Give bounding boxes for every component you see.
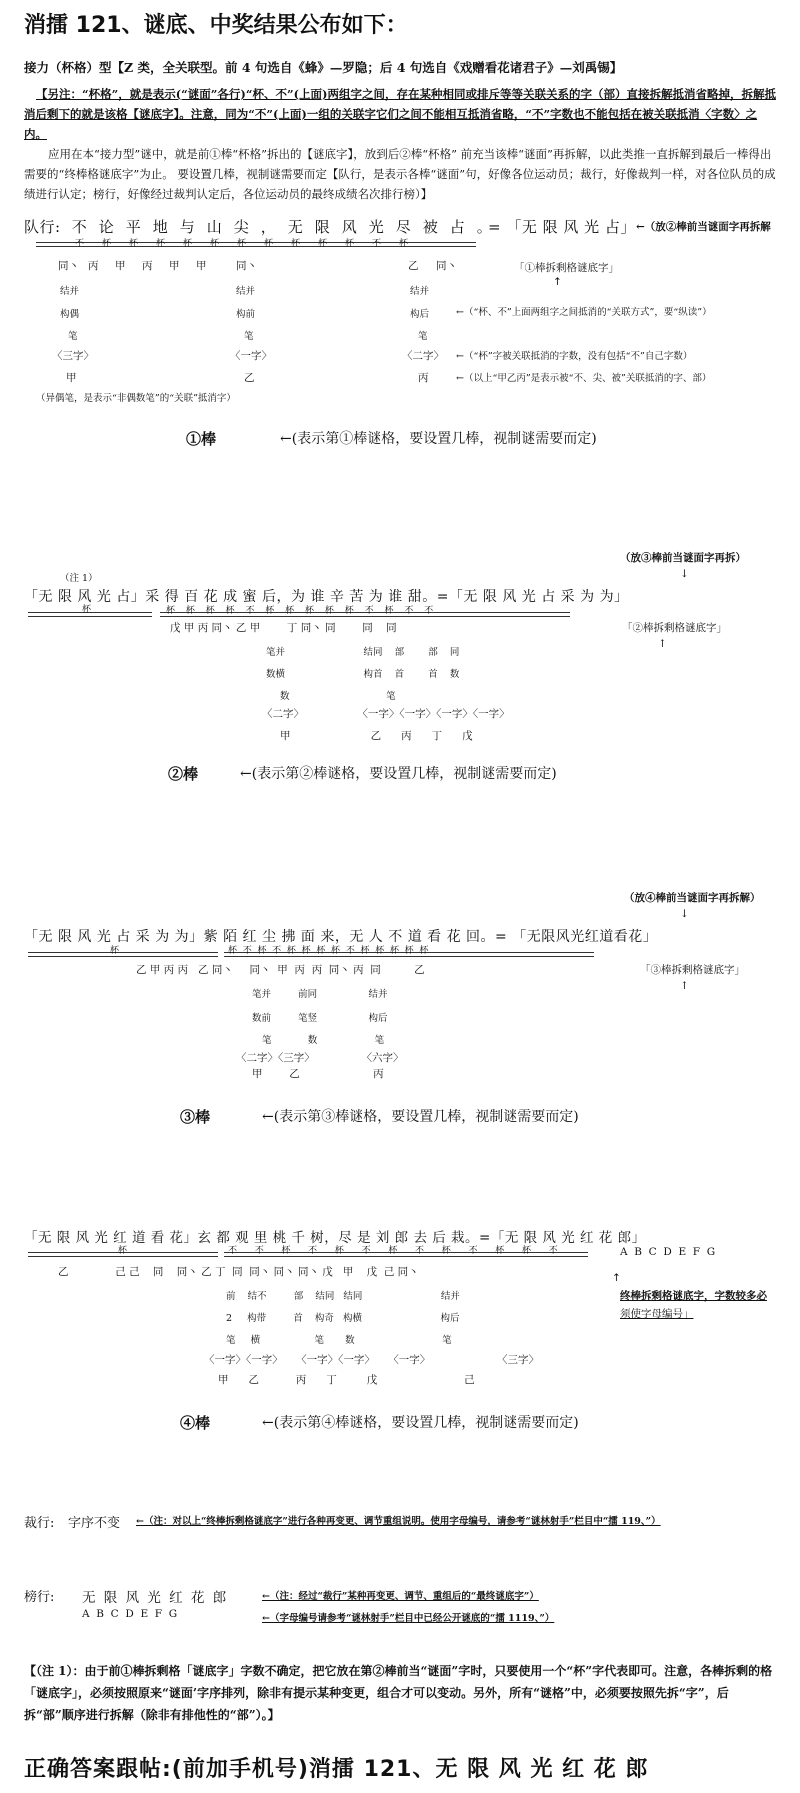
bang3-labels: 甲 乙 丙 xyxy=(252,1068,384,1080)
bang4-r2: 2 构带 首 构奇 构横 构后 xyxy=(226,1313,460,1324)
bang1-char: 占 xyxy=(449,218,466,236)
bang1-riddle-line xyxy=(66,216,498,237)
bang2-caption-number: ②棒 xyxy=(168,765,199,783)
bang1-item: 丙 xyxy=(142,260,153,272)
bang1-g3-r2: 构后 xyxy=(410,309,430,320)
bang2-counts: 〈二字〉 〈一字〉〈一字〉〈一字〉〈一字〉 xyxy=(262,708,510,720)
bang1-item: 同丶 xyxy=(436,260,457,272)
bang1-cup-row xyxy=(66,236,417,249)
bang2-down-arrow: ↓ xyxy=(680,568,689,580)
bang3-r2: 数前 笔竖 构后 xyxy=(252,1013,388,1024)
bang3-underline-main xyxy=(28,952,218,957)
bang2-r2: 数横 构首 首 首 数 xyxy=(266,669,460,680)
bang2-cup-row: 杯 杯 杯 杯 不 杯 杯 杯 杯 杯 不 杯 不 不 xyxy=(166,606,434,616)
bang2-labels: 甲 乙 丙 丁 戊 xyxy=(280,730,473,742)
bang1-item: 同丶 xyxy=(58,260,79,272)
bang2-caption: ←(表示第②棒谜格，要设置几棒，视制谜需要而定) xyxy=(240,766,557,782)
bang1-label-1: 甲 xyxy=(66,372,77,384)
bang3-r3: 笔 数 笔 xyxy=(262,1035,385,1046)
bang1-char: 不 xyxy=(71,218,88,236)
bang1-g1-r1: 结并 xyxy=(60,286,80,297)
bang2-up-arrow: ↑ xyxy=(658,638,667,650)
footnote: 【（注 1）：由于前①棒拆剩格「谜底字」字数不确定，把它放在第②棒前当“谜面”字时，只要使用一个“杯”字代表即可。注意，各棒拆剩的格「谜底字」，必须按照原来“谜面’字序排列，除非有提示某种变更，组合才可以变动。另外，所有“谜格”中，必须要按照先拆“字”，后拆“部”顺序进行拆解（除非有排他性的“部”）。】 xyxy=(24,1664,773,1722)
bang1-team-label: 队行: xyxy=(24,218,61,236)
bang1-g1-r3: 笔 xyxy=(68,331,78,342)
intro-explain: 应用在本“接力型”谜中，就是前①棒“杯格”拆出的【谜底字】，放到后②棒“杯格” 前充当该棒“谜面”再拆解，以此类推一直拆解到最后一棒得出需要的“终棒格谜底字”为止。 要设置几棒，视制谜需要而定【队行，是表示各棒“谜面”句，好像各位运动员；裁行，好像裁判一样，对各位队员的成绩进行认定；榜行，好像经过裁判认定后，各位运动员的最终成绩名次排行榜）】 xyxy=(24,147,776,201)
bang-note1: ←（注：经过“裁行”某种再变更、调节、重组后的“最终谜底字”） xyxy=(262,1591,539,1602)
bang1-g2-r1: 结并 xyxy=(236,286,256,297)
bang2-remain-box: 「②棒拆剩格谜底字」 xyxy=(622,622,727,634)
bang1-cup-mark: 杯 xyxy=(317,239,327,249)
bang1-cup-mark: 杯 xyxy=(101,239,111,249)
bang4-labels: 甲 乙 丙 丁 戊 己 xyxy=(218,1374,475,1386)
bang1-count-1: 〈三字〉 xyxy=(52,350,94,362)
bang1-g2-r3: 笔 xyxy=(244,331,254,342)
intro-header: 接力（杯格）型【Z 类，全关联型。前 4 句选自《蜂》—罗隐；后 4 句选自《戏赠看花诸君子》—刘禹锡】 xyxy=(24,60,623,75)
bang1-item: 乙 xyxy=(408,260,419,272)
bang1-g3-r1: 结并 xyxy=(410,286,430,297)
bang4-remain-2: 须使字母编号」 xyxy=(620,1308,694,1320)
bang2-items: 戊 甲 丙 同丶 乙 甲 丁 同丶 同 同 同 xyxy=(170,622,397,634)
bang3-r1: 笔并 前同 结并 xyxy=(252,989,388,1000)
bang1-char: 限 xyxy=(314,218,331,236)
final-answer: 正确答案跟帖:(前加手机号)消擂 121、无 限 风 光 红 花 郎 xyxy=(24,1757,649,1782)
bang1-char: 尖 xyxy=(233,218,250,236)
bang4-counts: 〈一字〉〈一字〉 〈一字〉〈一字〉 〈一字〉 〈三字〉 xyxy=(204,1354,539,1366)
bang1-char: 与 xyxy=(179,218,196,236)
bang1-result: = 「无 限 风 光 占」 xyxy=(488,218,636,236)
bang1-char: 被 xyxy=(422,218,439,236)
bang1-caption-number: ①棒 xyxy=(186,430,217,448)
bang1-count-3: 〈二字〉 xyxy=(402,350,444,362)
bang1-up-arrow: ↑ xyxy=(553,276,562,288)
cai-value: 字序不变 xyxy=(68,1516,121,1531)
bang1-cup-mark: 不 xyxy=(74,239,84,249)
bang1-cup-mark: 杯 xyxy=(263,239,273,249)
bang1-char: 论 xyxy=(98,218,115,236)
bang3-cup-main: 杯 xyxy=(110,946,120,956)
bang3-caption: ←(表示第③棒谜格，要设置几棒，视制谜需要而定) xyxy=(262,1109,579,1125)
bang4-items: 乙 己 己 同 同丶 乙 丁 同 同丶 同丶 同丶 戊 甲 戊 己 同丶 xyxy=(58,1266,419,1278)
bang1-cup-mark: 杯 xyxy=(128,239,138,249)
bang1-remain-box: 「①棒拆剩格谜底字」 xyxy=(514,262,619,274)
bang1-count-2: 〈一字〉 xyxy=(230,350,272,362)
bang3-up-arrow: ↑ xyxy=(680,980,689,992)
bang-label: 榜行: xyxy=(24,1590,55,1605)
bang4-riddle-line: 「无 限 风 光 红 道 看 花」玄 都 观 里 桃 千 树，尽 是 刘 郎 去 后 栽。=「无 限 风 光 红 花 郎」 xyxy=(24,1230,646,1246)
bang1-char: 风 xyxy=(341,218,358,236)
bang4-cup-row: 不 不 杯 不 杯 不 杯 不 杯 不 杯 杯 不 xyxy=(228,1246,558,1256)
cai-note: ←（注：对以上“终棒拆剩格谜底字”进行各种再变更、调节重组说明。使用字母编号，请参考“谜林射手”栏目中“擂 119、”） xyxy=(136,1516,661,1527)
bang1-g3-r3: 笔 xyxy=(418,331,428,342)
bang1-item: 同丶 xyxy=(236,260,257,272)
bang2-r3: 数 笔 xyxy=(280,691,396,702)
bang1-char: 光 xyxy=(368,218,385,236)
bang1-char: 平 xyxy=(125,218,142,236)
bang4-cup-main: 杯 xyxy=(118,1246,128,1256)
bang3-items: 乙 甲 丙 丙 乙 同丶 同丶 甲 丙 丙 同丶 丙 同 乙 xyxy=(136,964,425,976)
bang1-item: 丙 xyxy=(88,260,99,272)
bang1-cup-mark: 杯 xyxy=(209,239,219,249)
bang1-note-a: ←（“杯、不”上面两组字之间抵消的“关联方式”，要“纵读”） xyxy=(456,307,712,318)
bang4-remain-1: 终棒拆剩格谜底字，字数较多必 xyxy=(620,1290,767,1302)
bang1-cup-mark: 杯 xyxy=(398,239,408,249)
bang4-r3: 笔 横 笔 数 笔 xyxy=(226,1335,452,1346)
bang1-item: 甲 xyxy=(169,260,180,272)
bang-value: 无 限 风 光 红 花 郎 xyxy=(82,1590,229,1606)
bang4-caption-number: ④棒 xyxy=(180,1414,211,1432)
bang1-arrow-note: ←（放②棒前当谜面字再拆解 xyxy=(636,221,771,233)
bang1-char: 尽 xyxy=(395,218,412,236)
bang2-top-note: （放③棒前当谜面字再拆） xyxy=(620,552,746,564)
bang2-cup-main: 杯 xyxy=(82,605,92,615)
bang2-note1: （注 1） xyxy=(60,573,98,584)
bang1-char: ， xyxy=(260,218,277,236)
bang1-item: 甲 xyxy=(115,260,126,272)
bang1-cup-mark: 杯 xyxy=(236,239,246,249)
bang1-cup-mark: 杯 xyxy=(344,239,354,249)
bang1-char: 地 xyxy=(152,218,169,236)
bang1-label-2: 乙 xyxy=(244,372,255,384)
bang3-remain-box: 「③棒拆剩格谜底字」 xyxy=(640,964,745,976)
bang1-g1-r2: 构偶 xyxy=(60,309,80,320)
cai-label: 裁行: xyxy=(24,1516,55,1531)
bang1-cup-mark: 杯 xyxy=(182,239,192,249)
bang1-char: 山 xyxy=(206,218,223,236)
bang1-note-c: ←（以上“甲乙丙”是表示被“不、尖、被”关联抵消的字、部） xyxy=(456,373,712,384)
bang1-note-b: ←（“杯”字被关联抵消的字数，没有包括“不”自己字数） xyxy=(456,351,693,362)
bang3-caption-number: ③棒 xyxy=(180,1108,211,1126)
bang1-item: 甲 xyxy=(196,260,207,272)
bang1-cup-mark: 不 xyxy=(371,239,381,249)
bang1-char: 。 xyxy=(476,218,493,236)
bang-note2: ←（字母编号请参考“谜林射手”栏目中已经公开谜底的“擂 1119、”） xyxy=(262,1613,555,1624)
bang4-r1: 前 结不 部 结同 结同 结并 xyxy=(226,1291,460,1302)
bang1-char: 无 xyxy=(287,218,304,236)
bang4-up-arrow: ↑ xyxy=(612,1272,621,1284)
bang2-r1: 笔并 结同 部 部 同 xyxy=(266,647,460,658)
bang-letters: A B C D E F G xyxy=(82,1608,178,1620)
bang3-down-arrow: ↓ xyxy=(680,908,689,920)
bang4-caption: ←(表示第④棒谜格，要设置几棒，视制谜需要而定) xyxy=(262,1415,579,1431)
bang1-cup-mark: 杯 xyxy=(290,239,300,249)
bang3-riddle-line: 「无 限 风 光 占 采 为 为」紫 陌 红 尘 拂 面 来，无 人 不 道 看 花 回。= 「无限风光红道看花」 xyxy=(24,929,658,945)
bang1-label-3: 丙 xyxy=(418,372,429,384)
bang3-counts: 〈二字〉〈三字〉 〈六字〉 xyxy=(236,1052,404,1064)
bang4-letters: A B C D E F G xyxy=(620,1246,716,1258)
bang1-g2-r2: 构前 xyxy=(236,309,256,320)
bang1-caption: ←(表示第①棒谜格，要设置几棒，视制谜需要而定) xyxy=(280,431,597,447)
bang3-top-note: （放④棒前当谜面字再拆解） xyxy=(624,892,761,904)
bang2-riddle-line: 「无 限 风 光 占」采 得 百 花 成 蜜 后，为 谁 辛 苦 为 谁 甜。=「无 限 风 光 占 采 为 为」 xyxy=(24,589,629,605)
bang1-foot: （异偶笔，是表示“非偶数笔”的“关联”抵消字） xyxy=(36,393,236,404)
bang3-cup-row: 杯 不 杯 不 杯 杯 杯 杯 不 杯 杯 杯 杯 杯 xyxy=(228,946,429,956)
intro-section xyxy=(24,58,776,204)
page-title: 消擂 121、谜底、中奖结果公布如下： xyxy=(24,13,408,38)
bang1-cup-mark: 杯 xyxy=(155,239,165,249)
intro-note: 【另注：“杯格”，就是表示(“谜面”各行)“杯、不”(上面)两组字之间，存在某种相同或排斥等等关联关系的字（部）直接拆解抵消省略掉，拆解抵消后剩下的就是该格【谜底字】。注意，同为“不”(上面)一组的关联字它们之间不能相互抵消省略，“不”字数也不能包括在被关联抵消〈字数〉之内。 xyxy=(24,87,776,141)
